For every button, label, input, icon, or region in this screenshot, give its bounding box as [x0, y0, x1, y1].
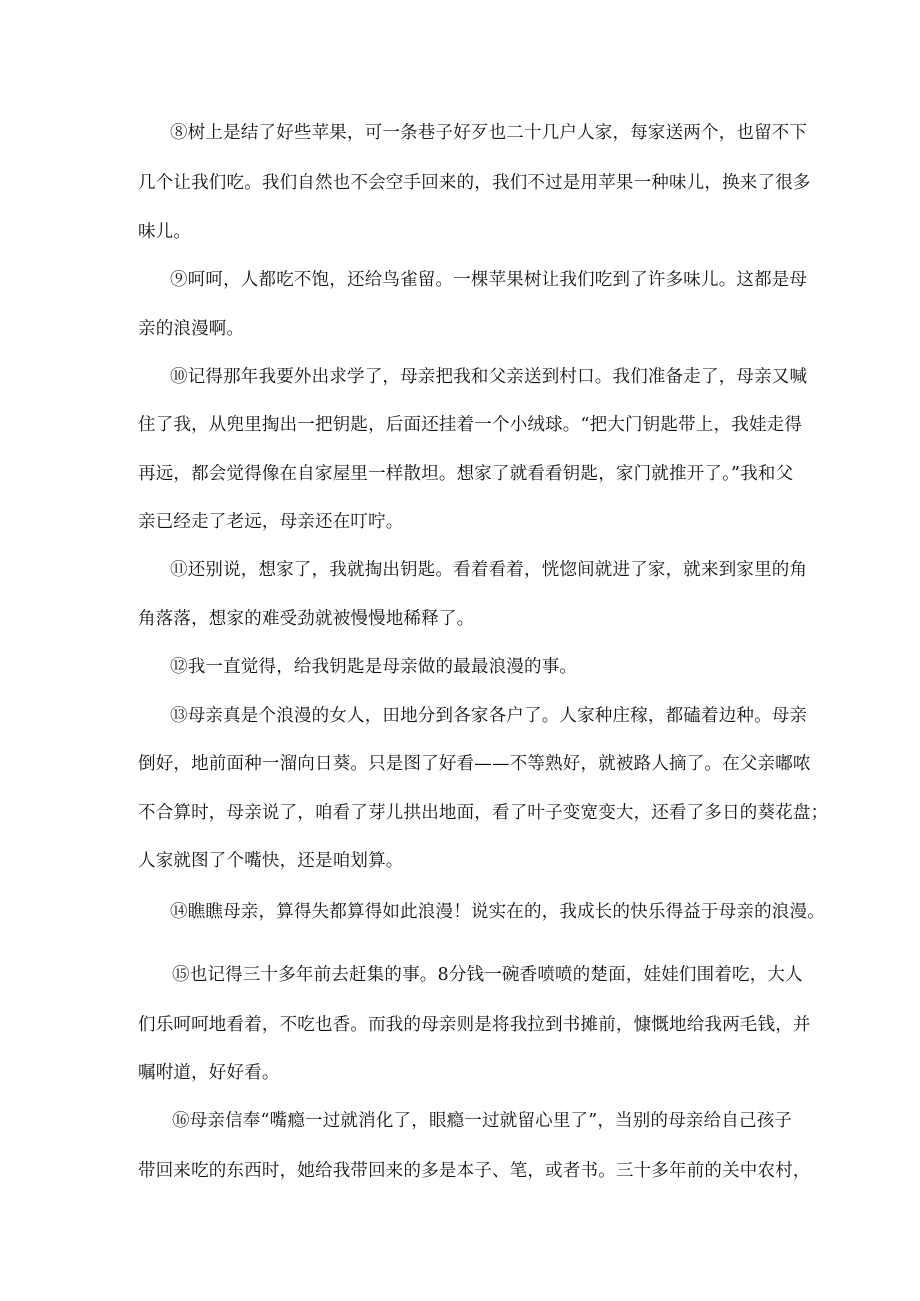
paragraph-line: 亲已经走了老远，母亲还在叮咛。	[138, 512, 404, 532]
paragraph-line: ⑧树上是结了好些苹果，可一条巷子好歹也二十几户人家，每家送两个，也留不下	[170, 123, 808, 143]
paragraph-line: 味儿。	[138, 222, 192, 242]
paragraph-line: 住了我，从兜里掏出一把钥匙，后面还挂着一个小绒球。“把大门钥匙带上，我娃走得	[138, 415, 803, 435]
paragraph-line: 几个让我们吃。我们自然也不会空手回来的，我们不过是用苹果一种味儿，换来了很多	[138, 173, 811, 193]
paragraph-line: 嘱咐道，好好看。	[138, 1063, 280, 1083]
paragraph-line: 角落落，想家的难受劲就被慢慢地稀释了。	[138, 609, 475, 629]
paragraph-line: ⑩记得那年我要外出求学了，母亲把我和父亲送到村口。我们准备走了，母亲又喊	[170, 367, 808, 387]
paragraph-line: ⑨呵呵，人都吃不饱，还给鸟雀留。一棵苹果树让我们吃到了许多味儿。这都是母	[170, 270, 808, 290]
paragraph-line: 人家就图了个嘴快，还是咱划算。	[138, 851, 404, 871]
paragraph-line: ⑬母亲真是个浪漫的女人，田地分到各家各户了。人家种庄稼，都磕着边种。母亲	[170, 706, 808, 726]
paragraph-line: 亲的浪漫啊。	[138, 319, 245, 339]
paragraph-line: ⑯母亲信奉“嘴瘾一过就消化了，眼瘾一过就留心里了”，当别的母亲给自己孩子	[172, 1111, 793, 1131]
paragraph-line: ⑮也记得三十多年前去赶集的事。8分钱一碗香喷喷的楚面，娃娃们围着吃，大人	[172, 965, 803, 985]
paragraph-line: 带回来吃的东西时，她给我带回来的多是本子、笔，或者书。三十多年前的关中农村，	[138, 1161, 811, 1181]
paragraph-line: 不合算时，母亲说了，咱看了芽儿拱出地面，看了叶子变宽变大，还看了多日的葵花盘；	[138, 803, 829, 823]
paragraph-line: 再远，都会觉得像在自家屋里一样散坦。想家了就看看钥匙，家门就推开了。”我和父	[138, 464, 794, 484]
paragraph-line: ⑫我一直觉得，给我钥匙是母亲做的最最浪漫的事。	[170, 657, 578, 677]
paragraph-line: ⑪还别说，想家了，我就掏出钥匙。看着看着，恍惚间就进了家，就来到家里的角	[170, 560, 808, 580]
paragraph-line: 倒好，地前面种一溜向日葵。只是图了好看——不等熟好，就被路人摘了。在父亲嘟哝	[138, 754, 811, 774]
paragraph-line: 们乐呵呵地看着，不吃也香。而我的母亲则是将我拉到书摊前，慷慨地给我两毛钱，并	[138, 1015, 811, 1035]
paragraph-line: ⑭瞧瞧母亲，算得失都算得如此浪漫！说实在的，我成长的快乐得益于母亲的浪漫。	[170, 902, 825, 922]
